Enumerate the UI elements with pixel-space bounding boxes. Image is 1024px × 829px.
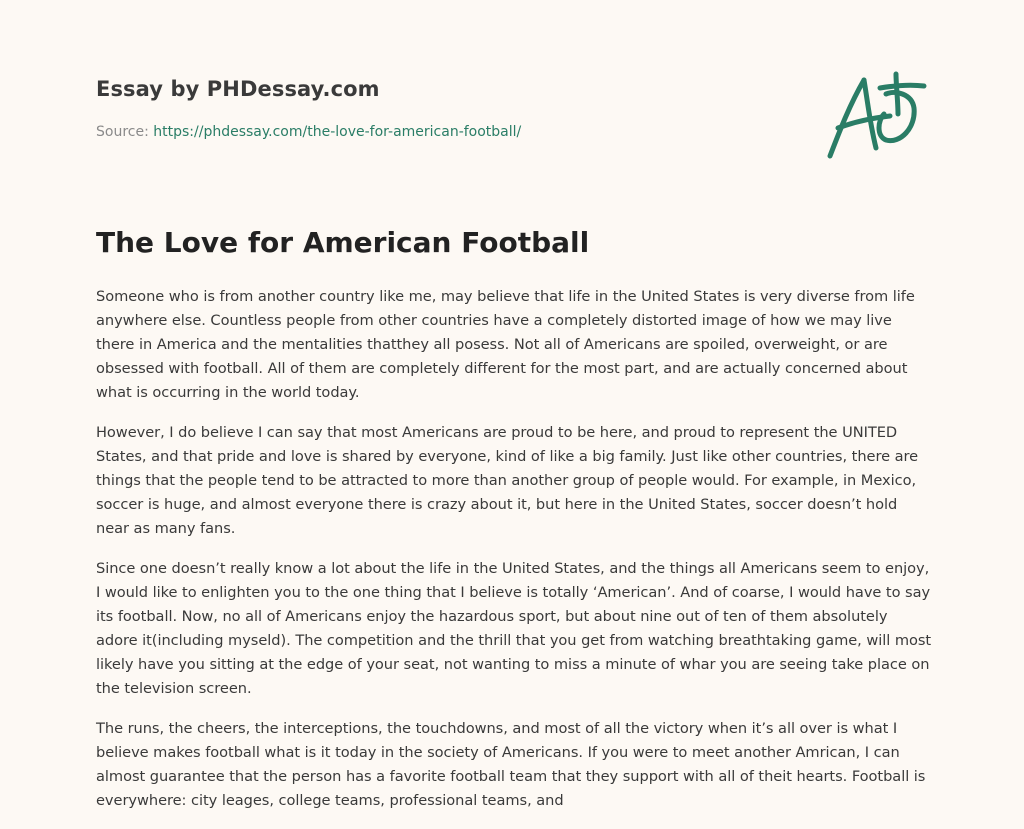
site-brand: Essay by PHDessay.com — [96, 77, 380, 101]
source-line — [96, 124, 521, 140]
essay-paragraph: Since one doesn’t really know a lot about the life in the United States, and the things all Americans seem to enjoy, I would like to enlighten you to the one thing that I believe is totally ‘American’. And of coarse, I would have to say its football. Now, no all of Americans enjoy the hazardous sport, but about nine out of ten of them absolutely adore it(including myseld). The competition and the thrill that you get from watching breathtaking game, will most likely have you sitting at the edge of your seat, not wanting to miss a minute of whar you are seeing take place on the television screen. — [96, 560, 932, 697]
essay-title: The Love for American Football — [96, 226, 590, 259]
essay-paragraph: The runs, the cheers, the interceptions, the touchdowns, and most of all the victory when it’s all over is what I believe makes football what is it today in the society of Americans. If you were to meet another Amrican, I can almost guarantee that the person has a favorite football team that they support with all of theit hearts. Football is everywhere: city leages, college teams, professional teams, and — [96, 720, 926, 809]
essay-paragraph: However, I do believe I can say that most Americans are proud to be here, and proud to represent the UNITED States, and that pride and love is shared by everyone, kind of like a big family. Just like other countries, there are things that the people tend to be attracted to more than another group of people would. For example, in Mexico, soccer is huge, and almost everyone there is crazy about it, but here in the United States, soccer doesn’t hold near as many fans. — [96, 424, 919, 537]
essay-paragraph: Someone who is from another country like me, may believe that life in the United States is very diverse from life anywhere else. Countless people from other countries have a completely distorted image of how we may live there in America and the mentalities thatthey all posess. Not all of Americans are spoiled, overweight, or are obsessed with football. All of them are completely different for the most part, and are actually concerned about what is occurring in the world today. — [96, 288, 915, 401]
source-label: Source: — [96, 124, 154, 140]
essay-body — [96, 285, 932, 829]
source-link[interactable]: https://phdessay.com/the-love-for-american-football/ — [153, 124, 522, 140]
a-plus-logo-icon — [824, 68, 928, 164]
